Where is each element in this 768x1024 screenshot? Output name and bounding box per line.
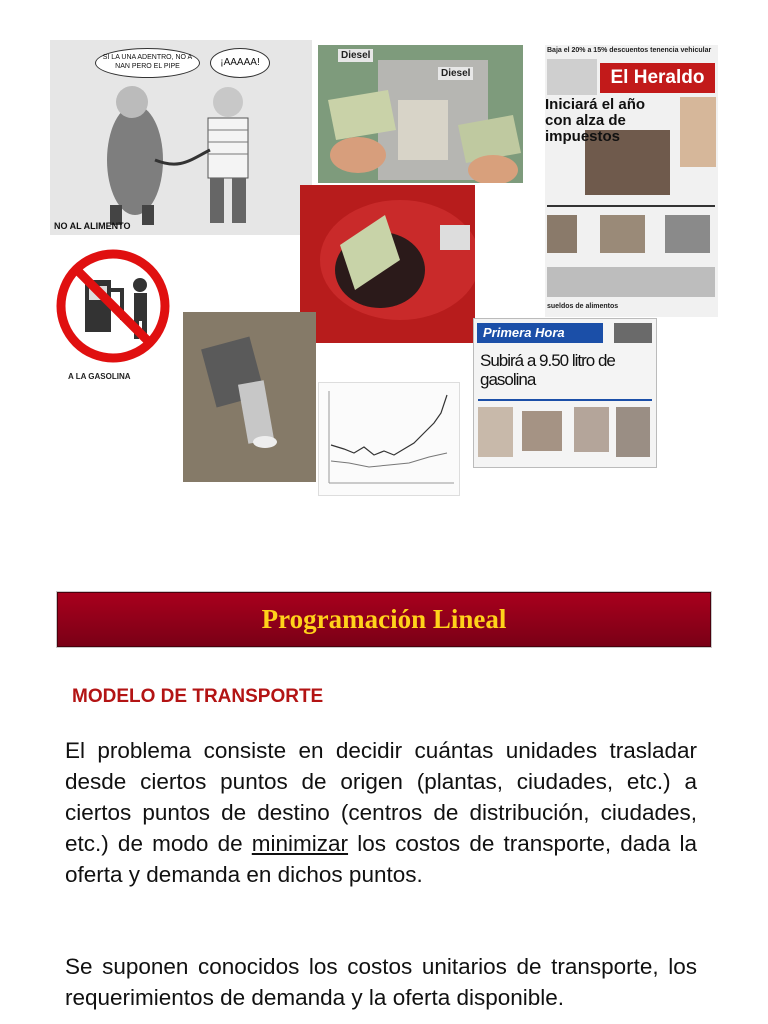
dollar-in-fuel-tank-image bbox=[300, 185, 475, 343]
heraldo-headline: Iniciará el año con alza de impuestos bbox=[545, 96, 646, 145]
price-history-graph bbox=[318, 382, 460, 496]
section-heading: MODELO DE TRANSPORTE bbox=[72, 686, 324, 707]
fuel-nozzle-image bbox=[183, 312, 316, 482]
page-title: Programación Lineal bbox=[261, 604, 507, 634]
heraldo-masthead: El Heraldo bbox=[600, 63, 715, 93]
no-gas-pump-icon bbox=[50, 240, 180, 385]
paragraph-1 bbox=[65, 735, 697, 890]
cartoon-image bbox=[50, 40, 312, 235]
paragraph-2: Se suponen conocidos los costos unitarios de transporte, los requerimientos de demanda y la oferta disponible. bbox=[65, 954, 697, 1010]
el-heraldo-newspaper bbox=[545, 45, 718, 317]
primera-hora-headline: Subirá a 9.50 litro de gasolina bbox=[480, 351, 615, 389]
paragraph-1-text-start: El problema consiste en decidir cuántas unidades trasladar desde ciertos puntos de origen (plantas, ciudades, etc.) a ciertos puntos de destino (centros de distribución, ciudades, etc.) de modo de bbox=[65, 738, 697, 856]
speech-bubble-right: ¡AAAAA! bbox=[210, 48, 270, 78]
money-at-pump-image bbox=[318, 45, 523, 183]
paragraph-1-text-end: los costos de transporte, dada la oferta y demanda en dichos puntos. bbox=[65, 831, 697, 887]
heraldo-bottom-line: sueldos de alimentos bbox=[547, 303, 619, 310]
no-sign-caption: A LA GASOLINA bbox=[68, 372, 131, 381]
minimizar-link[interactable]: minimizar bbox=[251, 831, 349, 856]
diesel-label-right: Diesel bbox=[438, 67, 473, 80]
title-banner bbox=[57, 592, 711, 647]
primera-hora-newspaper bbox=[473, 318, 657, 468]
primera-hora-masthead: Primera Hora bbox=[477, 323, 603, 343]
cartoon-caption: NO AL ALIMENTO bbox=[54, 221, 131, 231]
heraldo-top-line: Baja el 20% a 15% descuentos tenencia vehicular bbox=[547, 47, 712, 54]
diesel-label-left: Diesel bbox=[338, 49, 373, 62]
speech-bubble-left: SI LA UNA ADENTRO, NO A NAN PERO EL PIPE bbox=[95, 48, 200, 78]
